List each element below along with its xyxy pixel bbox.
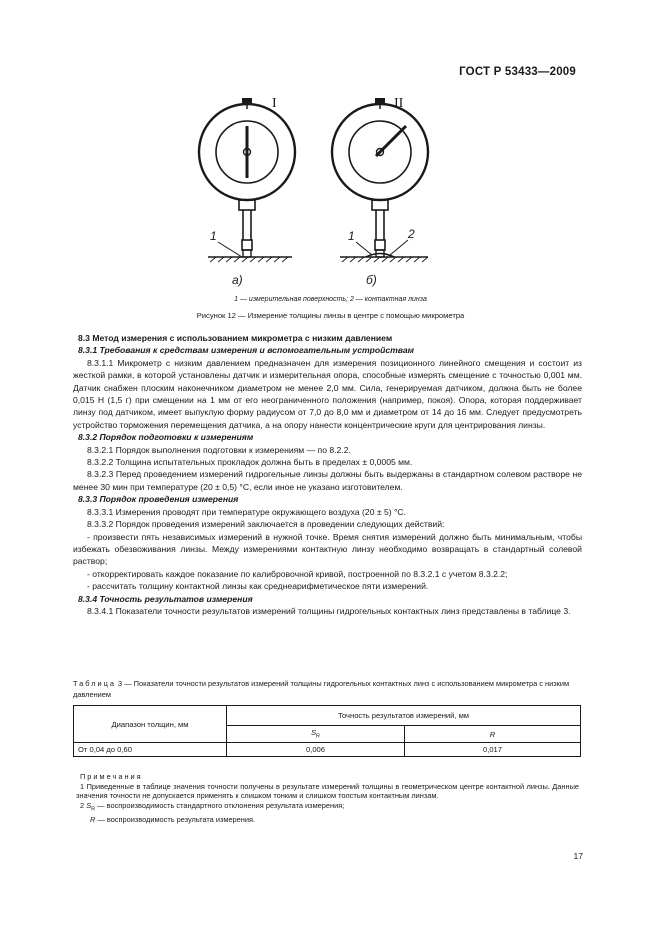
gauge-b-label: II [394, 96, 404, 111]
micrometer-figure [180, 90, 480, 305]
cell-sr: 0,006 [227, 743, 405, 757]
paragraph-8-3-2-2: 8.3.2.2 Толщина испытательных прокладок должна быть в пределах ± 0,0005 мм. [87, 457, 413, 468]
note-1: 1 Приведенные в таблице значения точности получены в результате измерений толщины в геометрическом центре контактной линзы. Данные значения точности не допускается применять к слишком тонким и слишком толстым контактным линзам. [76, 781, 579, 801]
cell-r: 0,017 [405, 743, 581, 757]
bullet-1: - произвести пять независимых измерений в нужной точке. Время снятия измерений должно быть минимальным, чтобы избежать обезвоживания линзы. Между измерениями контактную линзу необходимо возвращать в стандартный солевой раствор; [73, 531, 582, 567]
paragraph-8-3-1-1: 8.3.1.1 Микрометр с низким давлением предназначен для измерения позиционного линейного смещения и состоит из жесткой рамки, в которой установлены датчик и измерительная опора, способные измерять смещение с точностью 0,001 мм. Датчик снабжен плоским наконечником диаметром не менее 2,0 мм. Сила, генерируемая датчиком, должна быть не более 0,015 Н (1,5 г) при смещении на 1 мм от его неограниченного положения (например, покоя). Опора, которая поддерживает линзу под датчиком, имеет выпуклую форму радиусом от 7,0 до 8,0 мм и диаметром от 14 до 16 мм. Следует предусмотреть устройство торможения перемещения датчика, а на опору нанести концентрические круги для центрирования линзы. [73, 357, 582, 430]
note-2: 2 $S_R$ — воспроизводимость стандартного отклонения результата измерения; [80, 800, 345, 813]
header-precision: Точность результатов измерений, мм [227, 706, 581, 726]
note-2b: R — воспроизводимость результата измерения. [90, 814, 256, 824]
section-8-3-4-title: 8.3.4 Точность результатов измерения [78, 593, 253, 604]
paragraph-8-3-2-1: 8.3.2.1 Порядок выполнения подготовки к измерениям — по 8.2.2. [87, 444, 351, 455]
cell-range: От 0,04 до 0,60 [74, 743, 227, 757]
callout-2: 2 [408, 227, 415, 241]
callout-1-a: 1 [210, 229, 217, 243]
section-8-3-3-title: 8.3.3 Порядок проведения измерения [78, 494, 239, 505]
paragraph-8-3-3-1: 8.3.3.1 Измерения проводят при температуре окружающего воздуха (20 ± 5) °С. [87, 506, 407, 517]
paragraph-8-3-2-3: 8.3.2.3 Перед проведением измерений гидрогельные линзы должны быть выдержаны в стандартном солевом растворе не менее 30 мин при температуре (20 ± 0,5) °С, если иное не указано изготовителем. [73, 469, 582, 492]
section-8-3-1-title: 8.3.1 Требования к средствам измерения и вспомогательным устройствам [78, 345, 415, 356]
section-8-3-2-title: 8.3.2 Порядок подготовки к измерениям [78, 432, 254, 443]
header-sr: $S_R$ [227, 726, 405, 743]
header-thickness-range: Диапазон толщин, мм [74, 706, 227, 743]
bullet-3: - рассчитать толщину контактной линзы как среднеарифметическое пяти измерений. [87, 581, 429, 592]
bullet-2: - откорректировать каждое показание по калибровочной кривой, построенной по 8.3.2.1 с учетом 8.3.2.2; [87, 568, 508, 579]
section-8-3-title: 8.3 Метод измерения с использованием микрометра с низким давлением [78, 333, 393, 343]
header-r: R [405, 726, 581, 743]
table-caption-word: Таблица [73, 679, 116, 688]
subfigure-b-label: б) [366, 273, 377, 287]
document-code: ГОСТ Р 53433—2009 [459, 66, 576, 78]
figure-legend: 1 — измерительная поверхность; 2 — контактная линза [234, 296, 427, 303]
paragraph-8-3-3-2: 8.3.3.2 Порядок проведения измерений заключается в проведении следующих действий: [87, 519, 445, 530]
table-notes [76, 772, 579, 824]
figure-caption: Рисунок 12 — Измерение толщины линзы в центре с помощью микрометра [196, 311, 465, 320]
table-caption-text: 3 — Показатели точности результатов измерений толщины гидрогельных контактных линз с использованием микрометра с низким давлением [73, 679, 570, 699]
paragraph-8-3-4-1: 8.3.4.1 Показатели точности результатов измерений толщины гидрогельных контактных линз представлены в таблице 3. [87, 605, 571, 616]
table-caption [73, 679, 582, 700]
gauge-a-label: I [272, 96, 277, 111]
table-row [74, 743, 581, 757]
section-8-3 [73, 332, 582, 617]
callout-1-b: 1 [348, 229, 355, 243]
precision-table [73, 705, 581, 757]
notes-title: Примечания [80, 772, 143, 781]
subfigure-a-label: а) [232, 273, 243, 287]
page-number: 17 [573, 851, 583, 861]
